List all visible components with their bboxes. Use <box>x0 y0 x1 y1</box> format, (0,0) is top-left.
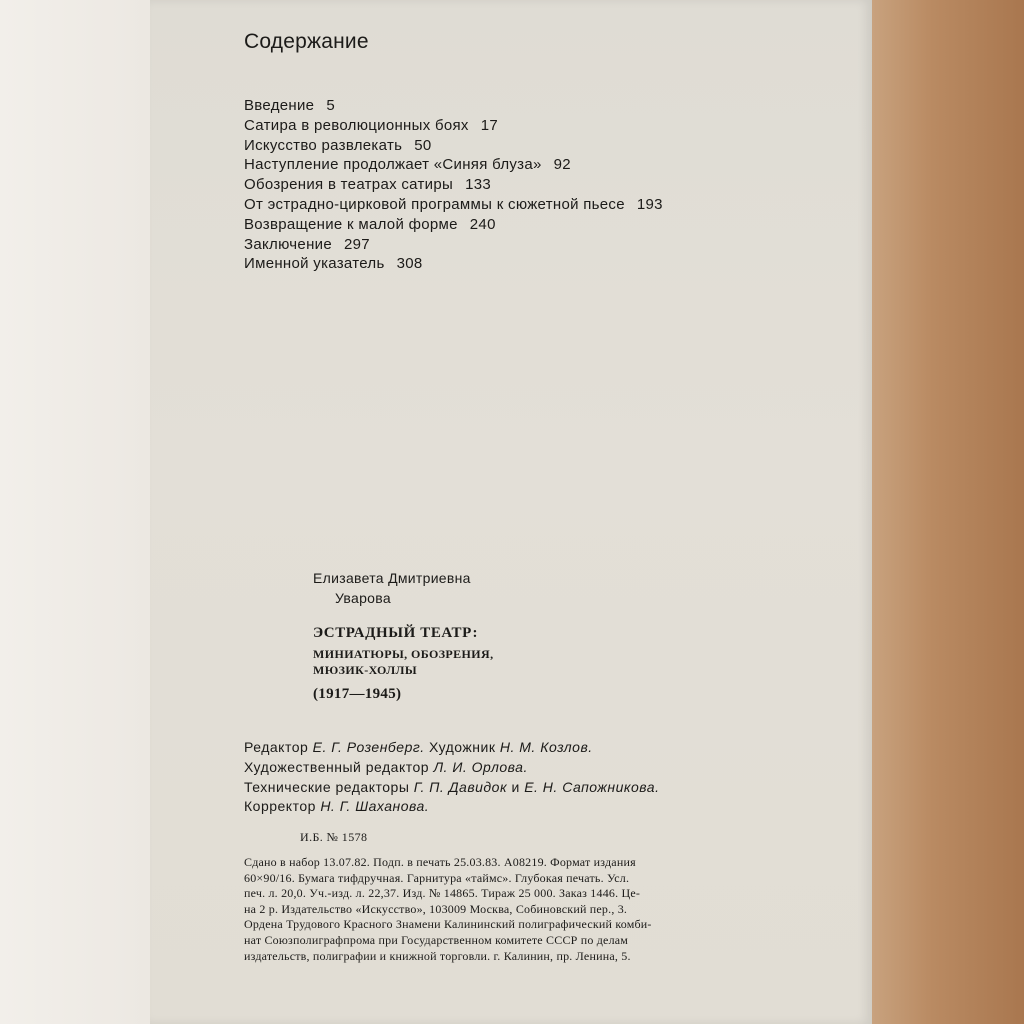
imprint <box>244 855 784 964</box>
credit-person: Л. И. Орлова. <box>433 758 528 775</box>
author-name <box>313 568 471 608</box>
toc-item <box>244 96 844 116</box>
credit-line <box>244 797 844 817</box>
toc-item <box>244 215 844 235</box>
book-subtitle-line: МИНИАТЮРЫ, ОБОЗРЕНИЯ, <box>313 647 494 661</box>
toc-item-page: 17 <box>480 116 499 134</box>
toc-item-page: 240 <box>469 215 496 233</box>
credits <box>244 738 844 817</box>
credit-person: Е. Н. Сапожникова. <box>524 778 660 795</box>
imprint-line: 60×90/16. Бумага тифдручная. Гарнитура «таймс». Глубокая печать. Усл. <box>244 870 630 885</box>
book-subtitle <box>313 646 494 678</box>
author-last-name: Уварова <box>335 590 391 606</box>
credit-person: Н. Г. Шаханова. <box>320 798 430 815</box>
credit-role: Корректор <box>244 798 321 815</box>
toc-item-label: Заключение <box>244 235 332 253</box>
imprint-line: издательств, полиграфии и книжной торговли. г. Калинин, пр. Ленина, 5. <box>244 948 631 963</box>
toc-item-label: От эстрадно-цирковой программы к сюжетной пьесе <box>244 195 625 213</box>
imprint-line: Ордена Трудового Красного Знамени Калининский полиграфический комби- <box>244 917 652 932</box>
credit-person: Н. М. Козлов. <box>499 739 593 755</box>
toc-item-label: Возвращение к малой форме <box>244 215 458 233</box>
imprint-line: на 2 р. Издательство «Искусство», 103009 Москва, Собиновский пер., 3. <box>244 901 628 916</box>
toc-item-label: Сатира в революционных боях <box>244 116 469 134</box>
book-title: ЭСТРАДНЫЙ ТЕАТР: <box>313 625 479 641</box>
imprint-line: Сдано в набор 13.07.82. Подп. в печать 25.03.83. А08219. Формат издания <box>244 855 636 869</box>
toc-item <box>244 155 844 175</box>
credit-role: Технические редакторы <box>244 778 414 795</box>
toc-item-page: 5 <box>326 97 335 114</box>
toc-item-page: 308 <box>396 255 423 273</box>
book-years: (1917—1945) <box>313 686 402 702</box>
credit-person: Е. Г. Розенберг. <box>312 739 425 755</box>
toc-item <box>244 136 844 156</box>
publication-number: И.Б. № 1578 <box>300 830 368 844</box>
toc-item <box>244 116 844 136</box>
toc-item <box>244 254 844 274</box>
toc-item-label: Введение <box>244 97 315 114</box>
author-first-name: Елизавета Дмитриевна <box>313 570 471 586</box>
toc-item-page: 50 <box>414 136 432 154</box>
toc-item-label: Именной указатель <box>244 255 385 273</box>
credit-line <box>244 738 844 758</box>
toc-item-label: Наступление продолжает «Синяя блуза» <box>244 156 542 174</box>
imprint-line: нат Союзполиграфпрома при Государственном комитете СССР по делам <box>244 932 629 947</box>
toc-item-page: 297 <box>343 235 370 253</box>
toc-item-page: 193 <box>636 195 663 213</box>
toc-title: Содержание <box>244 30 369 53</box>
credit-role: Редактор <box>244 739 313 755</box>
toc-item <box>244 175 844 195</box>
toc-item <box>244 195 844 215</box>
credit-line <box>244 778 844 798</box>
credit-role: Художник <box>424 739 500 755</box>
imprint-line: печ. л. 20,0. Уч.-изд. л. 22,37. Изд. № 14865. Тираж 25 000. Заказ 1446. Це- <box>244 886 641 901</box>
toc-item-page: 92 <box>553 156 571 174</box>
book-subtitle-line: МЮЗИК-ХОЛЛЫ <box>313 663 418 677</box>
credit-line <box>244 758 844 778</box>
toc-item-label: Обозрения в театрах сатиры <box>244 176 454 194</box>
background-right <box>872 0 1024 1024</box>
toc-item-label: Искусство развлекать <box>244 136 403 154</box>
table-of-contents <box>244 96 844 274</box>
credit-person: Г. П. Давидок <box>413 778 508 795</box>
background-left <box>0 0 150 1024</box>
credit-conjunction: и <box>507 778 525 795</box>
toc-item <box>244 235 844 255</box>
credit-role: Художественный редактор <box>244 758 434 775</box>
toc-item-page: 133 <box>465 176 491 194</box>
